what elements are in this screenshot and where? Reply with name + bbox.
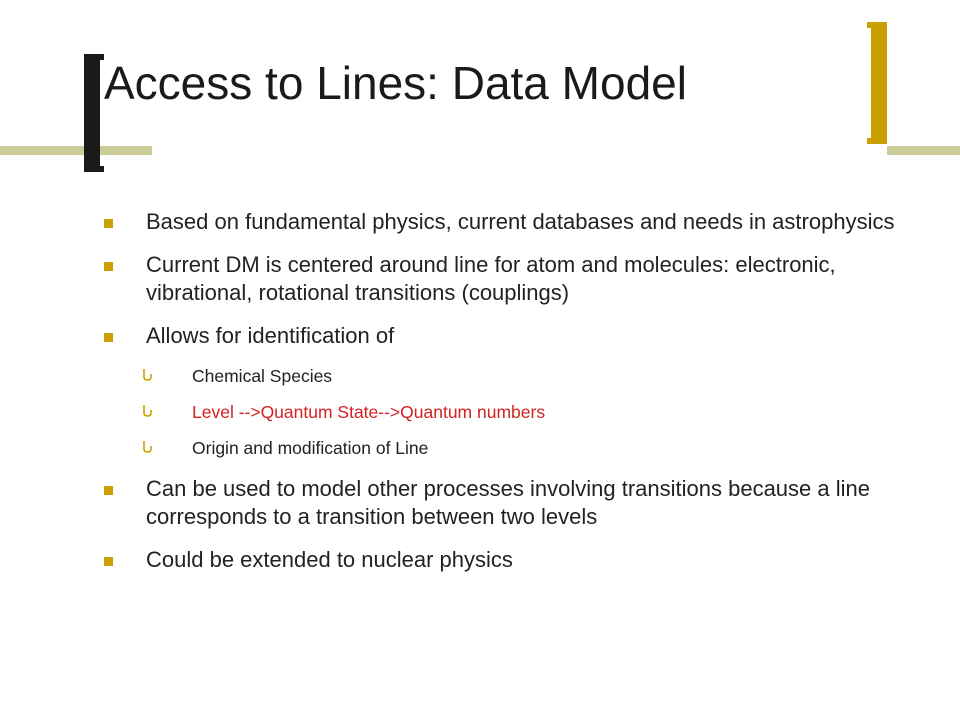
slide-title: Access to Lines: Data Model [104, 57, 687, 109]
sub-bullet-text: Level -->Quantum State-->Quantum numbers [192, 402, 546, 422]
square-bullet-icon [104, 262, 113, 271]
sub-bullet-text: Chemical Species [192, 366, 333, 386]
bullet-item [100, 251, 920, 307]
bullet-list [100, 208, 920, 574]
bullet-item [100, 475, 920, 531]
sub-bullet-item [100, 365, 920, 387]
bullet-item [100, 322, 920, 350]
bullet-text: Current DM is centered around line for atom and molecules: electronic, vibrational, rotational transitions (couplings) [146, 252, 836, 305]
right-bracket-decoration [867, 22, 887, 144]
bullet-item [100, 208, 920, 236]
square-bullet-icon [104, 557, 113, 566]
header-bar-right [887, 146, 960, 155]
bullet-text: Can be used to model other processes involving transitions because a line corresponds to a transition between two levels [146, 476, 870, 529]
square-bullet-icon [104, 486, 113, 495]
sub-bullet-text: Origin and modification of Line [192, 438, 429, 458]
left-bracket-decoration [84, 54, 104, 172]
sub-bullet-item [100, 437, 920, 459]
hook-bullet-icon [142, 404, 153, 418]
bullet-text: Could be extended to nuclear physics [146, 547, 513, 572]
hook-bullet-icon [142, 368, 153, 382]
sub-bullet-item [100, 401, 920, 423]
square-bullet-icon [104, 219, 113, 228]
header-bar-left [0, 146, 152, 155]
bullet-text: Based on fundamental physics, current databases and needs in astrophysics [146, 209, 895, 234]
bullet-text: Allows for identification of [146, 323, 395, 348]
hook-bullet-icon [142, 440, 153, 454]
bullet-item [100, 546, 920, 574]
square-bullet-icon [104, 333, 113, 342]
